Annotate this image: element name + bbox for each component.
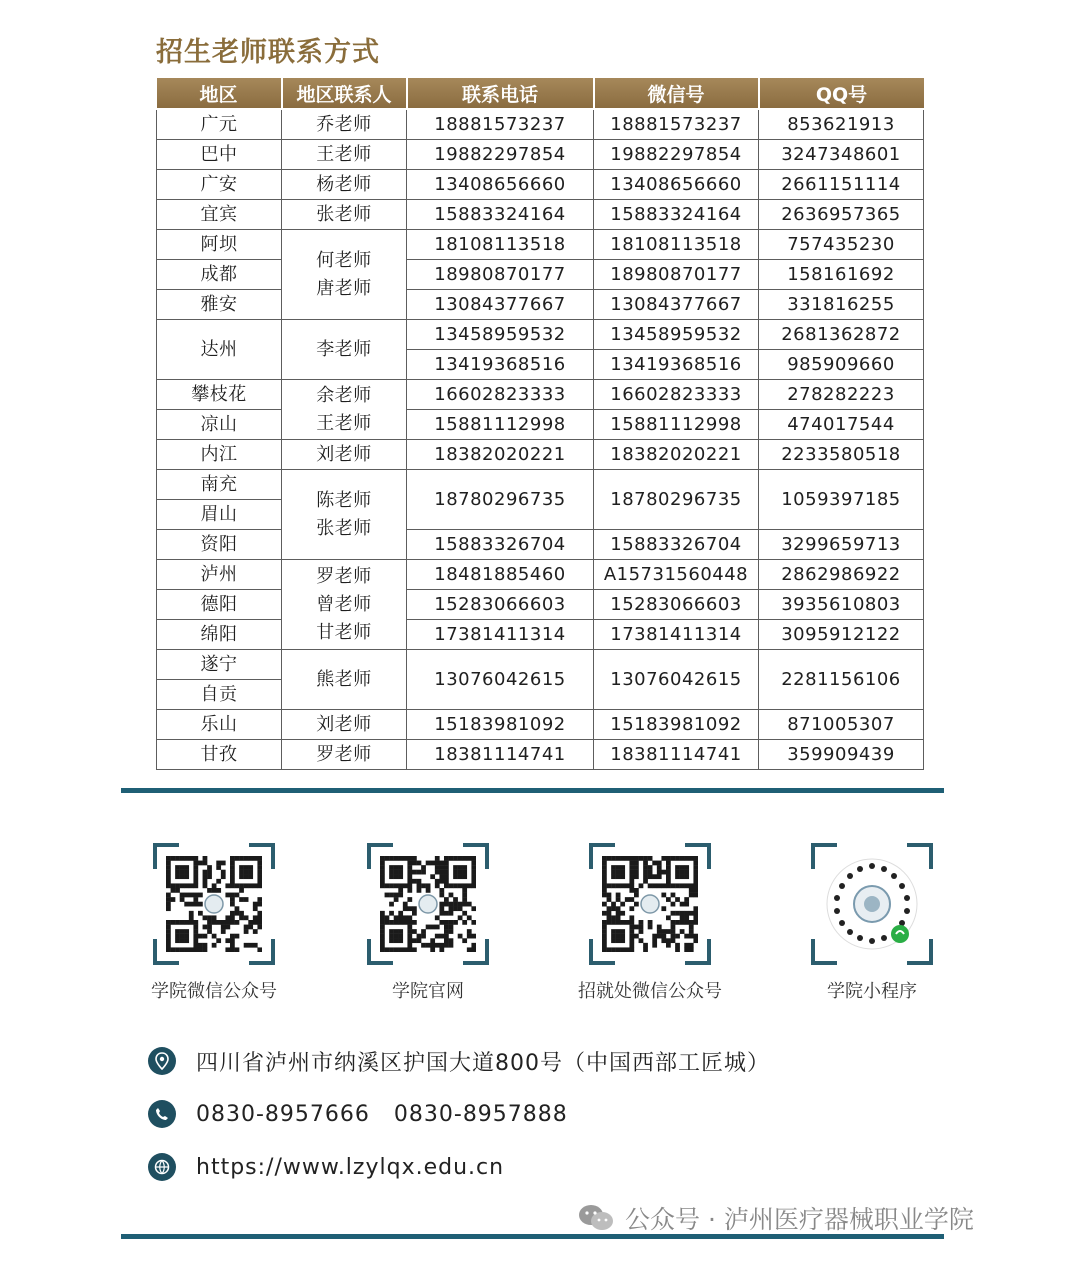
contact-cell: 乔老师: [282, 109, 407, 140]
header-qq: QQ号: [759, 78, 924, 109]
website-line[interactable]: [148, 1152, 504, 1182]
region-cell: 德阳: [157, 590, 282, 620]
table-row: [157, 230, 924, 260]
phone-cell: 18382020221: [407, 440, 594, 470]
table-row: [157, 740, 924, 770]
qq-cell: 2281156106: [759, 650, 924, 710]
wechat-cell: 13458959532: [594, 320, 759, 350]
region-cell: 泸州: [157, 560, 282, 590]
phone-cell: 13408656660: [407, 170, 594, 200]
contact-name: 余老师: [316, 384, 372, 406]
table-row: [157, 470, 924, 500]
region-cell: 南充: [157, 470, 282, 500]
address-line: [148, 1046, 770, 1076]
contact-name: 罗老师: [316, 565, 372, 587]
website-link[interactable]: https://www.lzylqx.edu.cn: [196, 1154, 505, 1180]
table-row: [157, 710, 924, 740]
contact-name: 王老师: [316, 412, 372, 434]
region-cell: 宜宾: [157, 200, 282, 230]
region-cell: 自贡: [157, 680, 282, 710]
phone-icon: [148, 1100, 176, 1128]
phone-line: [148, 1099, 568, 1129]
region-cell: 内江: [157, 440, 282, 470]
globe-icon: [148, 1153, 176, 1181]
qq-cell: 359909439: [759, 740, 924, 770]
table-row: [157, 620, 924, 650]
qq-cell: 871005307: [759, 710, 924, 740]
region-cell: 雅安: [157, 290, 282, 320]
qq-cell: 2661151114: [759, 170, 924, 200]
qr-code-icon: [602, 856, 698, 952]
contact-cell: [282, 470, 407, 560]
qr-code-frame: [589, 843, 711, 965]
region-cell: 资阳: [157, 530, 282, 560]
table-row: [157, 140, 924, 170]
phone-cell: 13076042615: [407, 650, 594, 710]
wechat-cell: 16602823333: [594, 380, 759, 410]
region-cell: 绵阳: [157, 620, 282, 650]
address-text: 四川省泸州市纳溪区护国大道800号（中国西部工匠城）: [196, 1050, 770, 1076]
contact-name: 陈老师: [316, 489, 372, 511]
contact-name: 唐老师: [316, 277, 372, 299]
phone-cell: 13084377667: [407, 290, 594, 320]
phone-cell: 18780296735: [407, 470, 594, 530]
header-wechat: 微信号: [594, 78, 759, 109]
phone-cell: 18881573237: [407, 109, 594, 140]
phone-cell: 18481885460: [407, 560, 594, 590]
contacts-table: [156, 78, 924, 770]
wechat-cell: A15731560448: [594, 560, 759, 590]
table-row: [157, 440, 924, 470]
region-cell: 遂宁: [157, 650, 282, 680]
qr-mini-program[interactable]: [772, 843, 972, 1003]
contact-name: 张老师: [316, 517, 372, 539]
wechat-cell: 13084377667: [594, 290, 759, 320]
table-row: [157, 590, 924, 620]
location-pin-icon: [148, 1047, 176, 1075]
phone-cell: 15283066603: [407, 590, 594, 620]
qq-cell: 853621913: [759, 109, 924, 140]
region-cell: 阿坝: [157, 230, 282, 260]
contact-cell: 刘老师: [282, 440, 407, 470]
region-cell: 广安: [157, 170, 282, 200]
wechat-cell: 18382020221: [594, 440, 759, 470]
contact-cell: [282, 560, 407, 650]
watermark: [577, 1200, 974, 1236]
table-row: [157, 560, 924, 590]
contact-name: 甘老师: [316, 621, 372, 643]
wechat-cell: 15283066603: [594, 590, 759, 620]
qr-website[interactable]: [328, 843, 528, 1003]
wechat-cell: 19882297854: [594, 140, 759, 170]
region-cell: 眉山: [157, 500, 282, 530]
region-cell: 乐山: [157, 710, 282, 740]
contact-cell: 李老师: [282, 320, 407, 380]
contact-cell: 王老师: [282, 140, 407, 170]
qq-cell: 474017544: [759, 410, 924, 440]
contact-cell: 杨老师: [282, 170, 407, 200]
qq-cell: 3935610803: [759, 590, 924, 620]
qr-code-frame: [153, 843, 275, 965]
mini-program-code-icon: [824, 856, 920, 952]
contact-name: 何老师: [316, 249, 372, 271]
phone-cell: 15883326704: [407, 530, 594, 560]
table-header-row: [157, 78, 924, 109]
table-row: [157, 200, 924, 230]
region-cell: 巴中: [157, 140, 282, 170]
contact-cell: 刘老师: [282, 710, 407, 740]
wechat-cell: 18381114741: [594, 740, 759, 770]
qr-label: 学院微信公众号: [151, 981, 277, 1002]
qr-admissions-wechat[interactable]: [550, 843, 750, 1003]
wechat-cell: 15883326704: [594, 530, 759, 560]
qq-cell: 1059397185: [759, 470, 924, 530]
wechat-cell: 17381411314: [594, 620, 759, 650]
wechat-cell: 18881573237: [594, 109, 759, 140]
qq-cell: 158161692: [759, 260, 924, 290]
table-row: [157, 320, 924, 350]
wechat-logo-icon: [577, 1203, 615, 1233]
divider-top: [121, 788, 944, 793]
header-contact: 地区联系人: [282, 78, 407, 109]
qq-cell: 3247348601: [759, 140, 924, 170]
phone-cell: 18980870177: [407, 260, 594, 290]
phone-cell: 17381411314: [407, 620, 594, 650]
phone-cell: 15881112998: [407, 410, 594, 440]
wechat-cell: 18980870177: [594, 260, 759, 290]
wechat-cell: 13408656660: [594, 170, 759, 200]
qr-code-icon: [166, 856, 262, 952]
phone-cell: 16602823333: [407, 380, 594, 410]
phone-cell: 13458959532: [407, 320, 594, 350]
phone-cell: 15883324164: [407, 200, 594, 230]
phone-cell: 18108113518: [407, 230, 594, 260]
qq-cell: 2681362872: [759, 320, 924, 350]
divider-bottom: [121, 1234, 944, 1239]
qq-cell: 3095912122: [759, 620, 924, 650]
region-cell: 凉山: [157, 410, 282, 440]
table-row: [157, 260, 924, 290]
qr-label: 招就处微信公众号: [578, 981, 722, 1002]
header-phone: 联系电话: [407, 78, 594, 109]
phone-cell: 15183981092: [407, 710, 594, 740]
table-row: [157, 650, 924, 680]
wechat-cell: 18108113518: [594, 230, 759, 260]
qr-code-frame: [367, 843, 489, 965]
phone-cell: 18381114741: [407, 740, 594, 770]
qq-cell: 2233580518: [759, 440, 924, 470]
contact-cell: [282, 230, 407, 320]
wechat-cell: 15881112998: [594, 410, 759, 440]
page-title: 招生老师联系方式: [156, 37, 380, 68]
contact-cell: 罗老师: [282, 740, 407, 770]
qr-label: 学院小程序: [827, 981, 917, 1002]
contact-cell: [282, 380, 407, 440]
qq-cell: 2862986922: [759, 560, 924, 590]
contact-name: 曾老师: [316, 593, 372, 615]
wechat-cell: 18780296735: [594, 470, 759, 530]
region-cell: 广元: [157, 109, 282, 140]
qq-cell: 331816255: [759, 290, 924, 320]
qq-cell: 2636957365: [759, 200, 924, 230]
watermark-text: 公众号 · 泸州医疗器械职业学院: [625, 1205, 974, 1234]
wechat-cell: 15883324164: [594, 200, 759, 230]
region-cell: 攀枝花: [157, 380, 282, 410]
table-row: [157, 170, 924, 200]
contact-cell: 熊老师: [282, 650, 407, 710]
qq-cell: 985909660: [759, 350, 924, 380]
table-row: [157, 109, 924, 140]
phone-cell: 13419368516: [407, 350, 594, 380]
wechat-cell: 13419368516: [594, 350, 759, 380]
wechat-cell: 15183981092: [594, 710, 759, 740]
contact-cell: 张老师: [282, 200, 407, 230]
table-row: [157, 410, 924, 440]
qq-cell: 757435230: [759, 230, 924, 260]
qq-cell: 3299659713: [759, 530, 924, 560]
region-cell: 成都: [157, 260, 282, 290]
phone-cell: 19882297854: [407, 140, 594, 170]
table-row: [157, 290, 924, 320]
qr-code-frame: [811, 843, 933, 965]
table-row: [157, 530, 924, 560]
qq-cell: 278282223: [759, 380, 924, 410]
wechat-cell: 13076042615: [594, 650, 759, 710]
qr-label: 学院官网: [392, 981, 464, 1002]
table-row: [157, 380, 924, 410]
region-cell: 达州: [157, 320, 282, 380]
phone-text: 0830-8957666 0830-8957888: [196, 1101, 568, 1127]
region-cell: 甘孜: [157, 740, 282, 770]
qr-code-icon: [380, 856, 476, 952]
header-region: 地区: [157, 78, 282, 109]
qr-wechat-official[interactable]: [114, 843, 314, 1003]
